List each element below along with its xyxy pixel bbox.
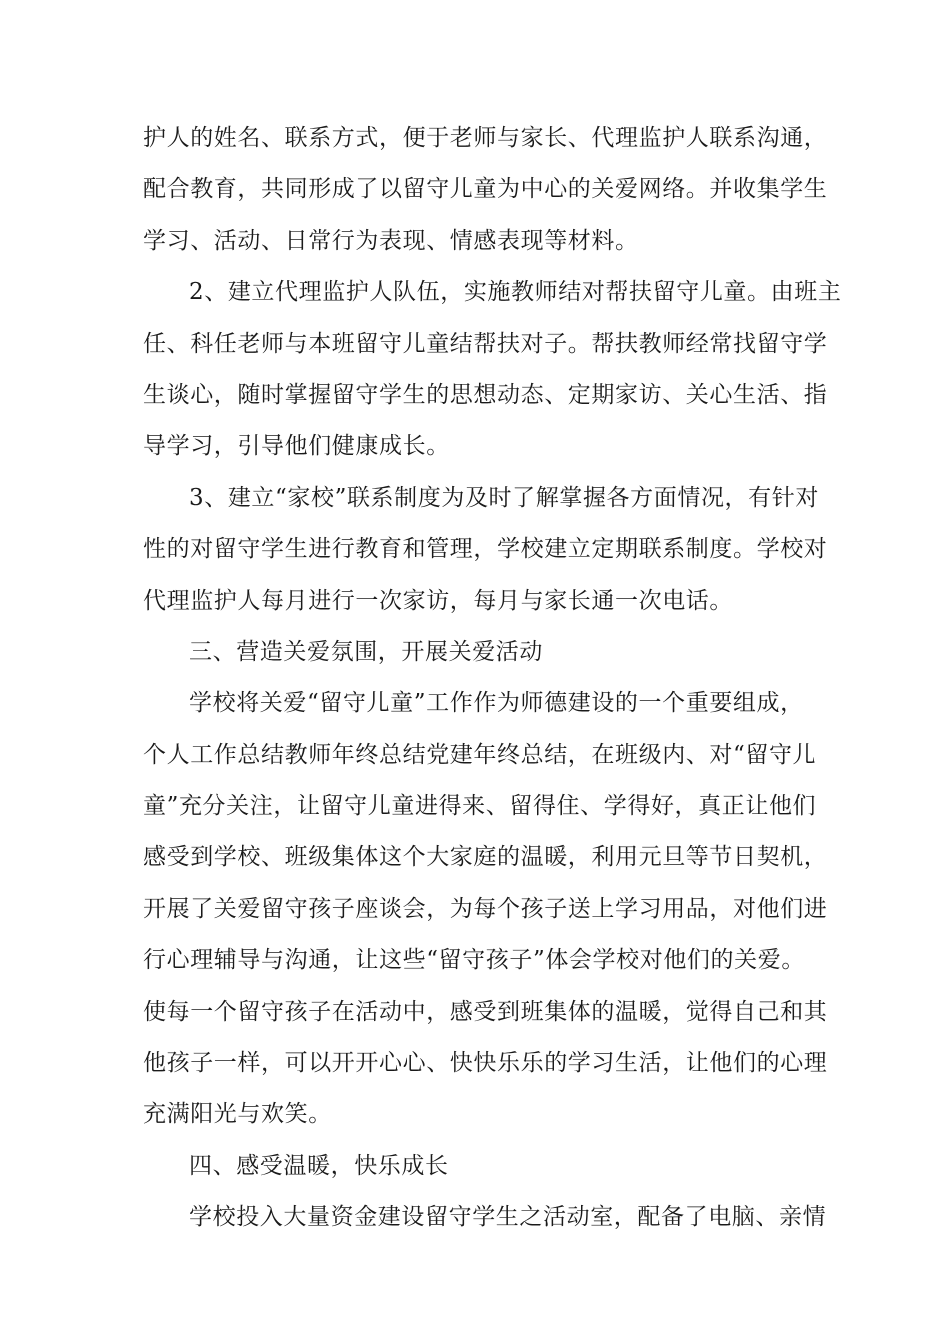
text-line: 导学习，引导他们健康成长。 bbox=[143, 433, 450, 460]
text-line: 代理监护人每月进行一次家访，每月与家长通一次电话。 bbox=[143, 587, 733, 614]
text-line: 性的对留守学生进行教育和管理，学校建立定期联系制度。学校对 bbox=[143, 536, 828, 563]
text-line: 使每一个留守孩子在活动中，感受到班集体的温暖，觉得自己和其 bbox=[143, 998, 828, 1025]
section-heading: 三、营造关爱氛围，开展关爱活动 bbox=[189, 638, 543, 665]
text-line: 配合教育，共同形成了以留守儿童为中心的关爱网络。并收集学生 bbox=[143, 176, 828, 203]
paragraph-start-line: 学校投入大量资金建设留守学生之活动室，配备了电脑、亲情 bbox=[189, 1204, 827, 1231]
paragraph-start-line: 学校将关爱“留守儿童”工作作为师德建设的一个重要组成， bbox=[189, 690, 804, 717]
text-line: 童”充分关注，让留守儿童进得来、留得住、学得好，真正让他们 bbox=[143, 793, 817, 820]
text-line: 他孩子一样，可以开开心心、快快乐乐的学习生活，让他们的心理 bbox=[143, 1050, 828, 1077]
document-body bbox=[143, 113, 842, 1244]
paragraph-start-line: 2、建立代理监护人队伍，实施教师结对帮扶留守儿童。由班主 bbox=[189, 279, 842, 306]
text-line: 护人的姓名、联系方式，便于老师与家长、代理监护人联系沟通， bbox=[143, 125, 828, 151]
text-line: 生谈心，随时掌握留守学生的思想动态、定期家访、关心生活、指 bbox=[143, 381, 828, 408]
text-line: 感受到学校、班级集体这个大家庭的温暖，利用元旦等节日契机， bbox=[143, 844, 828, 871]
text-line: 开展了关爱留守孩子座谈会，为每个孩子送上学习用品，对他们进 bbox=[143, 895, 828, 922]
paragraph-start-line: 3、建立“家校”联系制度为及时了解掌握各方面情况，有针对 bbox=[189, 484, 819, 511]
text-line: 个人工作总结教师年终总结党建年终总结，在班级内、对“留守儿 bbox=[143, 741, 817, 768]
text-line: 学习、活动、日常行为表现、情感表现等材料。 bbox=[143, 227, 639, 254]
text-line: 行心理辅导与沟通，让这些“留守孩子”体会学校对他们的关爱。 bbox=[143, 947, 805, 974]
section-heading: 四、感受温暖，快乐成长 bbox=[189, 1152, 449, 1179]
text-line: 充满阳光与欢笑。 bbox=[143, 1101, 332, 1128]
text-line: 任、科任老师与本班留守儿童结帮扶对子。帮扶教师经常找留守学 bbox=[143, 330, 828, 357]
